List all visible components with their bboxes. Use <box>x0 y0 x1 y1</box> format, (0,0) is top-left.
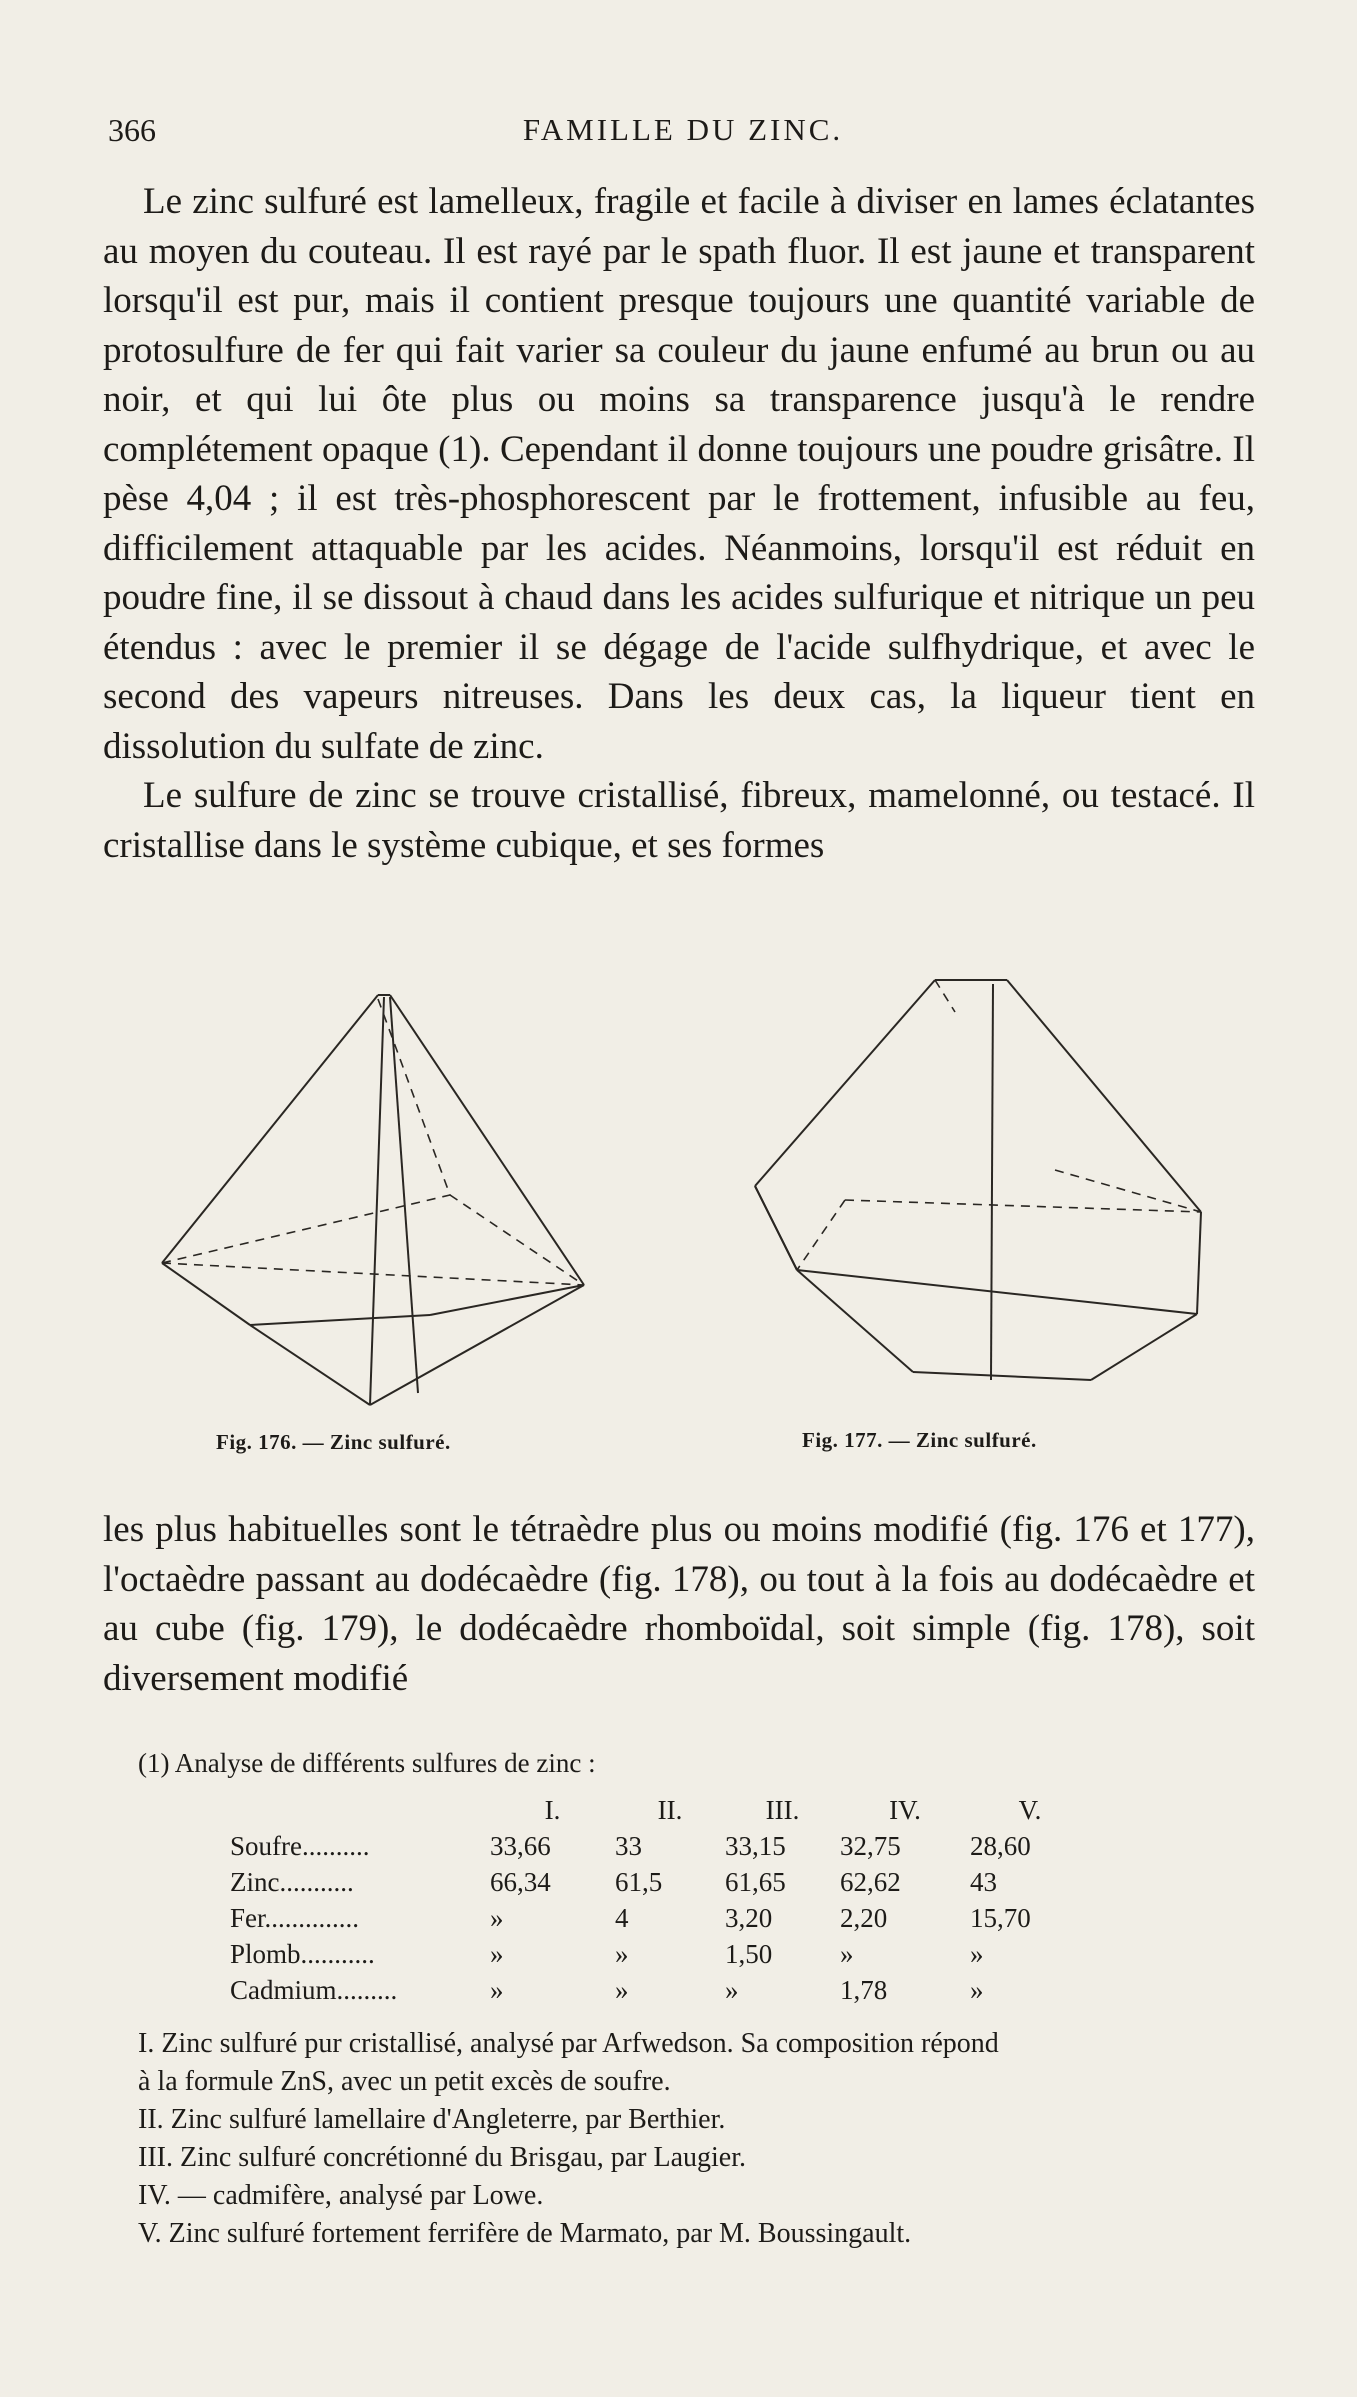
table-header-row <box>230 1792 1090 1828</box>
table-cell: 4 <box>615 1902 629 1933</box>
footnote-notes <box>138 2025 1258 2253</box>
column-header: II. <box>657 1794 683 1825</box>
row-label: Fer.............. <box>230 1902 360 1933</box>
column-header <box>230 1792 490 1828</box>
figure-176 <box>150 985 600 1425</box>
table-cell: » <box>970 1974 984 2005</box>
running-title: FAMILLE DU ZINC. <box>522 112 844 147</box>
figure-176-caption: Fig. 176. — Zinc sulfuré. <box>216 1430 451 1454</box>
table-row <box>230 1864 1090 1900</box>
table-cell: 33,15 <box>725 1830 786 1861</box>
row-label: Cadmium......... <box>230 1974 398 2005</box>
note-line: I. Zinc sulfuré pur cristallisé, analysé par Arfwedson. Sa composition répond <box>138 2028 999 2059</box>
figure-177-caption: Fig. 177. — Zinc sulfuré. <box>802 1428 1037 1452</box>
analysis-table <box>230 1792 1090 2008</box>
table-cell: 62,62 <box>840 1866 901 1897</box>
paragraph-continuation: les plus habituelles sont le tétraèdre plus ou moins modifié (fig. 176 et 177), l'octaèdre passant au dodécaèdre (fig. 178), ou tout à la fois au dodécaèdre et au cube (fig. 179), le dodécaèdre rhomboïdal, soit simple (fig. 178), soit diversement modifié <box>103 1509 1255 1699</box>
footnote-heading: (1) Analyse de différents sulfures de zinc : <box>138 1748 596 1778</box>
table-cell: » <box>490 1974 504 2005</box>
tetrahedron-drawing <box>150 985 600 1425</box>
paragraph-crystal-forms: Le sulfure de zinc se trouve cristallisé, fibreux, mamelonné, ou testacé. Il cristallise dans le système cubique, et ses formes <box>103 775 1255 866</box>
table-cell: 61,5 <box>615 1866 663 1897</box>
table-cell: 66,34 <box>490 1866 551 1897</box>
page-number: 366 <box>108 112 156 148</box>
table-cell: » <box>725 1974 739 2005</box>
table-cell: 15,70 <box>970 1902 1031 1933</box>
note-line: IV. — cadmifère, analysé par Lowe. <box>138 2180 544 2211</box>
truncated-tetrahedron-drawing <box>745 970 1215 1390</box>
table-cell: 28,60 <box>970 1830 1031 1861</box>
column-header: V. <box>1018 1794 1042 1825</box>
table-cell: 3,20 <box>725 1902 773 1933</box>
table-cell: » <box>615 1974 629 2005</box>
paragraph-properties: Le zinc sulfuré est lamelleux, fragile et facile à diviser en lames éclatantes au moyen du couteau. Il est rayé par le spath fluor. Il est jaune et transparent lorsqu'il est pur, mais il contient presque toujours une quantité variable de protosulfure de fer qui fait varier sa couleur du jaune enfumé au brun ou au noir, et qui lui ôte plus ou moins sa transparence jusqu'à le rendre complétement opaque (1). Cependant il donne toujours une poudre grisâtre. Il pèse 4,04 ; il est très-phosphorescent par le frottement, infusible au feu, difficilement attaquable par les acides. Néanmoins, lorsqu'il est réduit en poudre fine, il se dissout à chaud dans les acides sulfurique et nitrique un peu étendus : avec le premier il se dégage de l'acide sulfhydrique, et avec le second des vapeurs nitreuses. Dans les deux cas, la liqueur tient en dissolution du sulfate de zinc. <box>103 181 1255 767</box>
table-row <box>230 1900 1090 1936</box>
table-cell: 1,50 <box>725 1938 773 1969</box>
table-row <box>230 1972 1090 2008</box>
row-label: Soufre.......... <box>230 1830 370 1861</box>
figure-177 <box>745 970 1215 1390</box>
table-cell: » <box>615 1938 629 1969</box>
note-line: V. Zinc sulfuré fortement ferrifère de Marmato, par M. Boussingault. <box>138 2218 912 2249</box>
note-line: II. Zinc sulfuré lamellaire d'Angleterre, par Berthier. <box>138 2104 726 2135</box>
table-cell: 1,78 <box>840 1974 888 2005</box>
table-cell: » <box>970 1938 984 1969</box>
main-text <box>103 177 1255 870</box>
table-cell: 61,65 <box>725 1866 786 1897</box>
table-cell: 32,75 <box>840 1830 901 1861</box>
table-row <box>230 1936 1090 1972</box>
table-row <box>230 1828 1090 1864</box>
page-header <box>108 112 1258 162</box>
table-cell: 2,20 <box>840 1902 888 1933</box>
table-cell: 33 <box>615 1830 642 1861</box>
column-header: I. <box>544 1794 561 1825</box>
continuation-text <box>103 1505 1255 1703</box>
column-header: III. <box>765 1794 800 1825</box>
table-cell: » <box>490 1902 504 1933</box>
row-label: Plomb........... <box>230 1938 375 1969</box>
table-cell: » <box>490 1938 504 1969</box>
column-header: IV. <box>889 1794 921 1825</box>
note-line: III. Zinc sulfuré concrétionné du Brisgau, par Laugier. <box>138 2142 747 2173</box>
table-cell: 33,66 <box>490 1830 551 1861</box>
row-label: Zinc........... <box>230 1866 354 1897</box>
table-cell: 43 <box>970 1866 997 1897</box>
table-cell: » <box>840 1938 854 1969</box>
note-line: à la formule ZnS, avec un petit excès de soufre. <box>138 2066 671 2097</box>
